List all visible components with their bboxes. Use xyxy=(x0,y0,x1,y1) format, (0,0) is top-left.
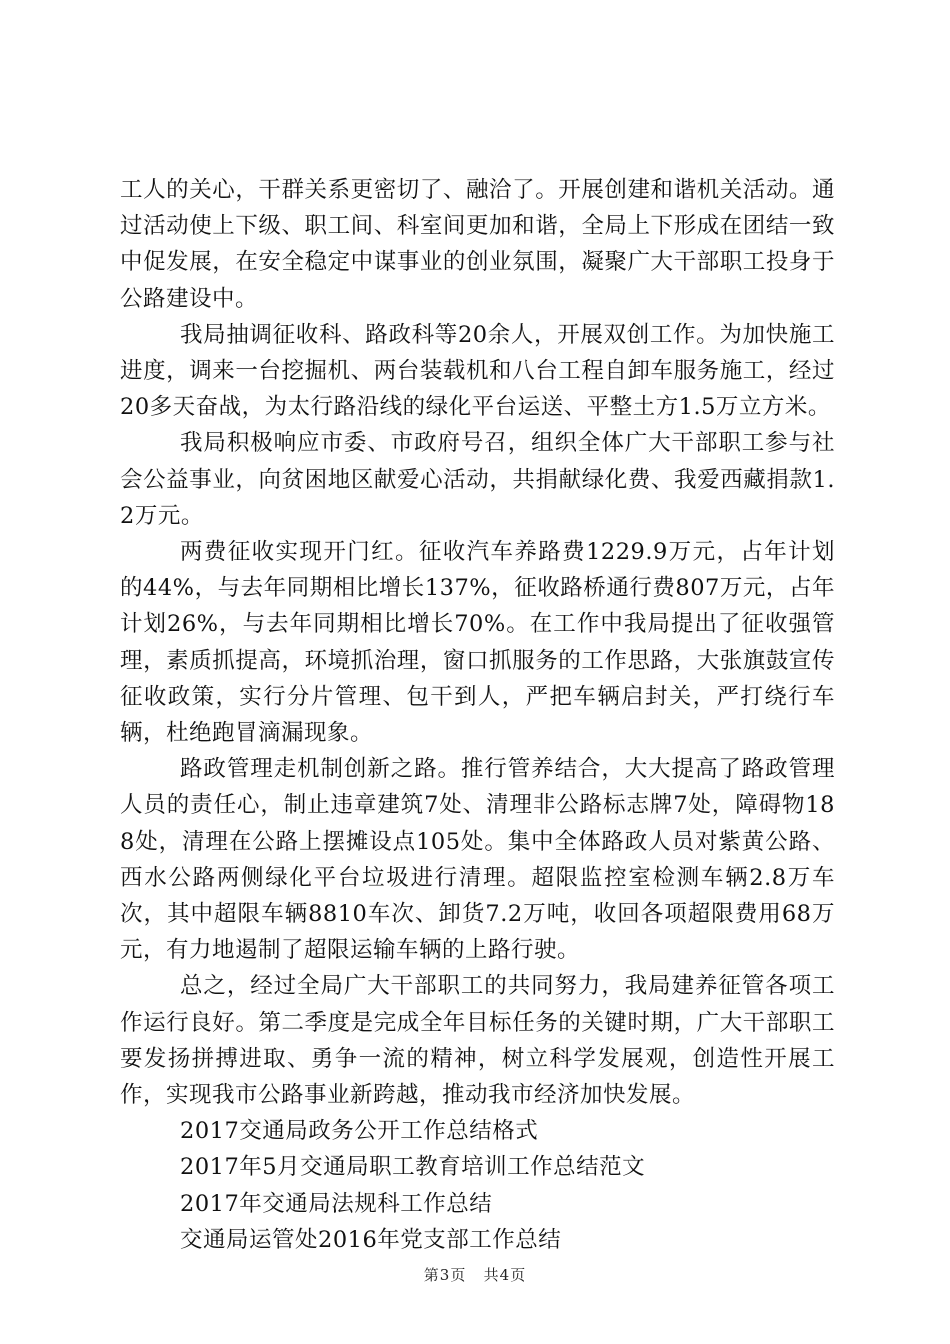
related-title-item[interactable]: 2017年5月交通局职工教育培训工作总结范文 xyxy=(180,1154,646,1181)
paragraph-road-administration: 路政管理走机制创新之路。推行管养结合，大大提高了路政管理人员的责任心，制止违章建筑7处、清理非公路标志牌7处，障碍物188处，清理在公路上摆摊设点105处。集中全体路政人员对紫黄公路、西水公路两侧绿化平台垃圾进行清理。超限监控室检测车辆2.8万车次，其中超限车辆8810车次、卸货7.2万吨，收回各项超限费用68万元，有力地遏制了超限运输车辆的上路行驶。 xyxy=(120,756,835,964)
page-footer xyxy=(0,1264,950,1285)
paragraph-public-welfare: 我局积极响应市委、市政府号召，组织全体广大干部职工参与社会公益事业，向贫困地区献爱心活动，共捐献绿化费、我爱西藏捐款1.2万元。 xyxy=(120,430,835,529)
page-number: 第3页 xyxy=(423,1266,467,1284)
paragraph-fee-collection: 两费征收实现开门红。征收汽车养路费1229.9万元，占年计划的44%，与去年同期相比增长137%，征收路桥通行费807万元，占年计划26%，与去年同期相比增长70%。在工作中我局提出了征收强管理，素质抓提高，环境抓治理，窗口抓服务的工作思路，大张旗鼓宣传征收政策，实行分片管理、包干到人，严把车辆启封关，严打绕行车辆，杜绝跑冒滴漏现象。 xyxy=(120,539,835,747)
paragraph-intro-continuation: 工人的关心，干群关系更密切了、融洽了。开展创建和谐机关活动。通过活动使上下级、职工间、科室间更加和谐，全局上下形成在团结一致中促发展，在安全稳定中谋事业的创业氛围，凝聚广大干部职工投身于公路建设中。 xyxy=(120,177,835,312)
page-separator xyxy=(472,1266,478,1284)
paragraph-dual-creation: 我局抽调征收科、路政科等20余人，开展双创工作。为加快施工进度，调来一台挖掘机、两台装载机和八台工程自卸车服务施工，经过20多天奋战，为太行路沿线的绿化平台运送、平整土方1.5万立方米。 xyxy=(120,321,835,421)
related-title-item[interactable]: 2017交通局政务公开工作总结格式 xyxy=(180,1118,539,1145)
page-total: 共4页 xyxy=(483,1266,527,1284)
paragraph-conclusion: 总之，经过全局广大干部职工的共同努力，我局建养征管各项工作运行良好。第二季度是完成全年目标任务的关键时期，广大干部职工要发扬拼搏进取、勇争一流的精神，树立科学发展观，创造性开展工作，实现我市公路事业新跨越，推动我市经济加快发展。 xyxy=(120,973,835,1109)
related-title-item[interactable]: 交通局运管处2016年党支部工作总结 xyxy=(180,1226,562,1253)
related-titles-list xyxy=(120,1113,835,1258)
related-title-item[interactable]: 2017年交通局法规科工作总结 xyxy=(180,1190,493,1217)
document-body xyxy=(120,172,835,1258)
